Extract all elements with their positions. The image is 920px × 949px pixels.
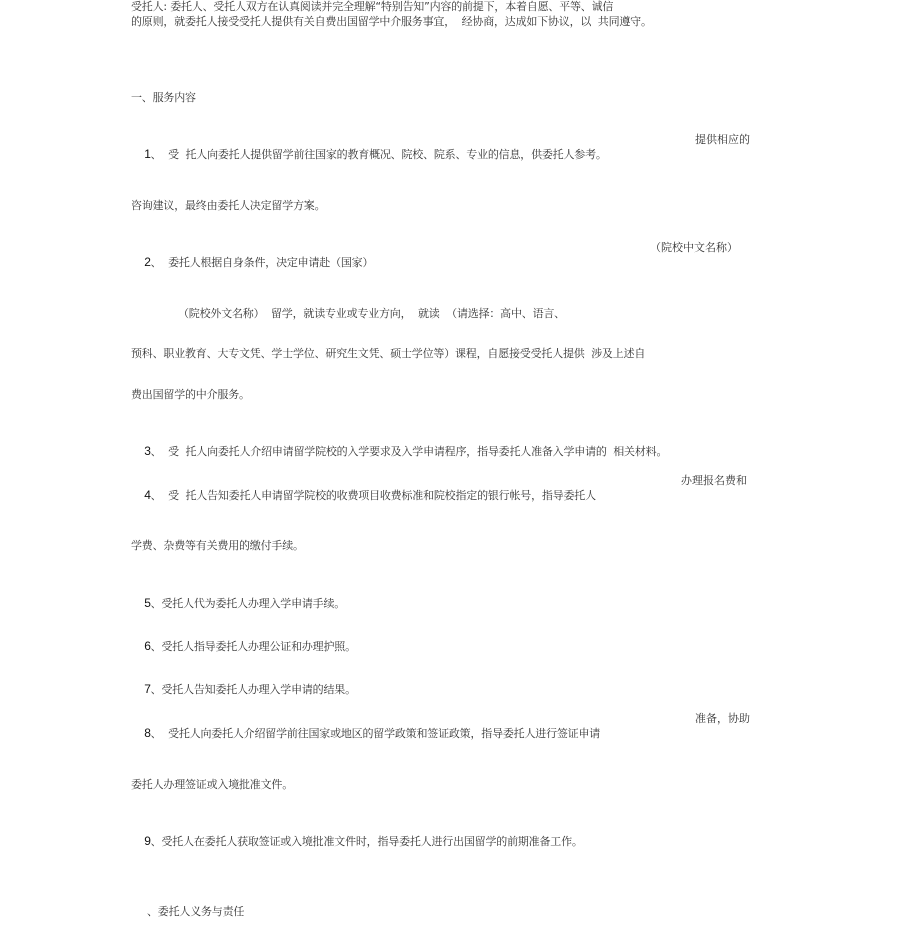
clause-2-continuation-3: 费出国留学的中介服务。 — [131, 388, 250, 401]
section-heading-service-content: 一、服务内容 — [131, 91, 196, 104]
clause-separator: 、 — [150, 148, 162, 161]
clause-separator: 、 — [150, 256, 162, 269]
clause-separator: 、 — [150, 445, 162, 458]
clause-number: 6 — [144, 639, 151, 653]
clause-separator: 、 — [150, 597, 162, 610]
clause-number: 5 — [144, 596, 151, 610]
clause-4 — [131, 474, 596, 517]
clause-2-continuation-1: （院校外文名称） 留学，就读专业或专业方向， 就读 （请选择：高中、语言、 — [178, 307, 565, 320]
clause-8 — [131, 712, 600, 755]
clause-number: 7 — [144, 682, 151, 696]
clause-number: 3 — [144, 444, 151, 458]
clause-1-right-fragment: 提供相应的 — [695, 133, 750, 146]
clause-text: 受 托人向委托人介绍申请留学院校的入学要求及入学申请程序，指导委托人准备入学申请的 相关材料。 — [161, 445, 668, 458]
clause-text: 受托人指导委托人办理公证和办理护照。 — [161, 640, 356, 653]
clause-text: 受托人向委托人介绍留学前往国家或地区的留学政策和签证政策，指导委托人进行签证申请 — [161, 727, 601, 740]
clause-text: 委托人根据自身条件，决定申请赴（国家） — [161, 256, 374, 269]
clause-3 — [131, 430, 667, 473]
section-heading-client-obligations: 、委托人义务与责任 — [147, 905, 245, 918]
clause-4-continuation: 学费、杂费等有关费用的缴付手续。 — [131, 539, 304, 552]
clause-number: 1 — [144, 147, 151, 161]
clause-4-right-fragment: 办理报名费和 — [681, 474, 747, 487]
clause-2 — [131, 241, 373, 284]
clause-separator: 、 — [150, 489, 162, 502]
clause-number: 4 — [144, 488, 151, 502]
clause-6 — [131, 625, 356, 668]
clause-7 — [131, 668, 356, 711]
clause-text: 受托人在委托人获取签证或入境批准文件时，指导委托人进行出国留学的前期准备工作。 — [161, 835, 583, 848]
clause-text: 受托人告知委托人办理入学申请的结果。 — [161, 683, 356, 696]
clause-2-continuation-2: 预科、职业教育、大专文凭、学士学位、研究生文凭、硕士学位等）课程，自愿接受受托人提供 涉及上述自 — [131, 347, 646, 360]
clause-8-continuation: 委托人办理签证或入境批准文件。 — [131, 778, 293, 791]
clause-2-right-fragment: （院校中文名称） — [650, 241, 738, 254]
clause-separator: 、 — [150, 640, 162, 653]
clause-1 — [131, 133, 607, 176]
clause-number: 8 — [144, 726, 151, 740]
clause-text: 受托人代为委托人办理入学申请手续。 — [161, 597, 346, 610]
clause-separator: 、 — [150, 683, 162, 696]
preamble-line-2: 的原则，就委托人接受受托人提供有关自费出国留学中介服务事宜， 经协商，达成如下协议，以 共同遵守。 — [131, 15, 652, 28]
clause-text: 受 托人告知委托人申请留学院校的收费项目收费标准和院校指定的银行帐号，指导委托人 — [161, 489, 596, 502]
clause-1-continuation: 咨询建议，最终由委托人决定留学方案。 — [131, 199, 326, 212]
preamble-line-1: 受托人: 委托人、受托人双方在认真阅读并完全理解“特别告知”内容的前提下，本着自愿、平等、诚信 — [131, 0, 614, 13]
clause-number: 2 — [144, 255, 151, 269]
clause-separator: 、 — [150, 835, 162, 848]
clause-5 — [131, 582, 345, 625]
clause-text: 受 托人向委托人提供留学前往国家的教育概况、院校、院系、专业的信息，供委托人参考。 — [161, 148, 607, 161]
clause-9 — [131, 820, 583, 863]
clause-number: 9 — [144, 834, 151, 848]
clause-separator: 、 — [150, 727, 162, 740]
clause-8-right-fragment: 准备，协助 — [695, 712, 750, 725]
